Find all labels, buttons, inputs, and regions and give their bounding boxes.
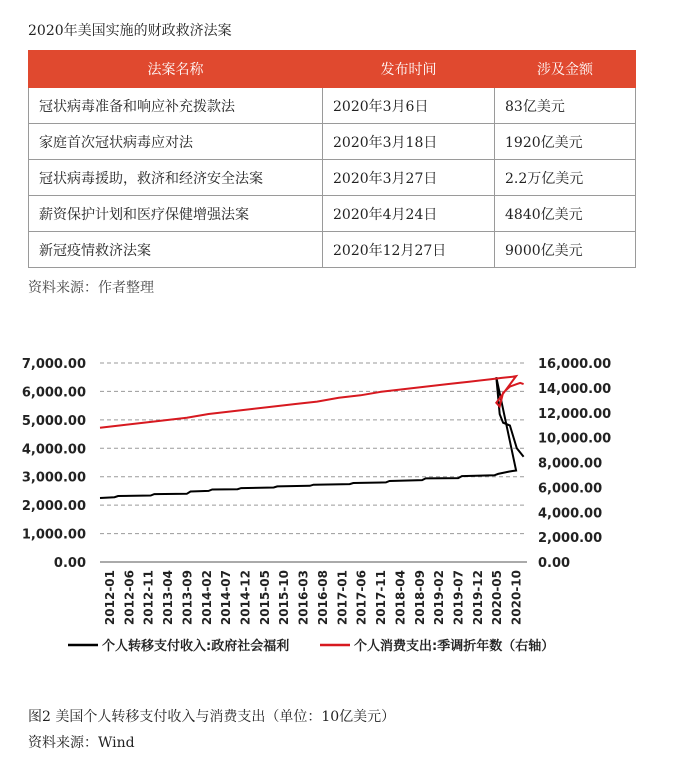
x-tick-label: 2020-05 (490, 570, 505, 626)
x-tick-label: 2017-01 (335, 570, 350, 626)
x-tick-label: 2013-04 (161, 570, 176, 626)
legend-label-consumption: 个人消费支出:季调折年数（右轴） (354, 639, 555, 654)
cell-date: 2020年3月6日 (323, 88, 495, 124)
x-tick-label: 2014-02 (199, 570, 214, 626)
header-amount: 涉及金额 (495, 51, 636, 88)
left-tick-label: 7,000.00 (21, 357, 86, 372)
x-tick-label: 2018-04 (393, 570, 408, 626)
x-tick-label: 2012-01 (103, 570, 117, 626)
x-tick-label: 2015-05 (257, 570, 272, 626)
left-tick-label: 5,000.00 (21, 413, 86, 429)
cell-amount: 9000亿美元 (495, 232, 636, 268)
right-tick-label: 16,000.00 (538, 357, 612, 372)
left-tick-label: 3,000.00 (21, 470, 86, 486)
right-tick-label: 12,000.00 (538, 406, 612, 422)
right-tick-label: 2,000.00 (538, 531, 603, 547)
cell-act-name: 家庭首次冠状病毒应对法 (29, 124, 323, 160)
transfer-consumption-chart (0, 340, 682, 670)
table-row (29, 160, 636, 196)
left-tick-label: 2,000.00 (21, 499, 86, 515)
x-tick-label: 2017-11 (374, 570, 389, 626)
figure-caption: 图2 美国个人转移支付收入与消费支出（单位：10亿美元） (28, 709, 396, 725)
cell-act-name: 冠状病毒准备和响应补充拨款法 (29, 88, 323, 124)
table-row (29, 88, 636, 124)
x-tick-label: 2012-06 (122, 570, 137, 626)
relief-acts-table (28, 50, 636, 268)
table-row (29, 196, 636, 232)
right-tick-label: 14,000.00 (538, 381, 612, 397)
cell-amount: 83亿美元 (495, 88, 636, 124)
right-tick-label: 0.00 (538, 556, 571, 571)
cell-amount: 2.2万亿美元 (495, 160, 636, 196)
table-header-row (29, 51, 636, 88)
right-tick-label: 4,000.00 (538, 506, 603, 522)
right-tick-label: 8,000.00 (538, 456, 603, 472)
left-tick-label: 0.00 (53, 556, 86, 571)
cell-act-name: 薪资保护计划和医疗保健增强法案 (29, 196, 323, 232)
cell-date: 2020年12月27日 (323, 232, 495, 268)
table-title: 2020年美国实施的财政救济法案 (28, 23, 232, 39)
figure-source: 资料来源：Wind (28, 735, 135, 751)
cell-date: 2020年3月18日 (323, 124, 495, 160)
left-tick-label: 6,000.00 (21, 385, 86, 401)
header-date: 发布时间 (323, 51, 495, 88)
x-tick-label: 2012-11 (141, 570, 156, 626)
table-source: 资料来源：作者整理 (28, 280, 154, 296)
x-tick-label: 2016-08 (315, 570, 330, 626)
right-tick-label: 6,000.00 (538, 481, 603, 497)
x-tick-label: 2019-07 (451, 570, 466, 626)
cell-date: 2020年4月24日 (323, 196, 495, 232)
x-tick-label: 2014-07 (219, 570, 234, 626)
cell-amount: 4840亿美元 (495, 196, 636, 232)
x-tick-label: 2014-12 (238, 570, 253, 626)
header-act-name: 法案名称 (29, 51, 323, 88)
right-tick-label: 10,000.00 (538, 431, 612, 447)
series-line-transfer (100, 377, 524, 498)
cell-act-name: 冠状病毒援助，救济和经济安全法案 (29, 160, 323, 196)
table-row (29, 232, 636, 268)
x-tick-label: 2015-10 (277, 570, 292, 626)
x-tick-label: 2013-09 (180, 570, 195, 626)
x-tick-label: 2019-02 (432, 570, 447, 626)
left-tick-label: 1,000.00 (21, 527, 86, 543)
x-tick-label: 2020-10 (509, 570, 524, 626)
x-tick-label: 2016-03 (296, 570, 311, 626)
legend-label-transfer: 个人转移支付收入:政府社会福利 (102, 639, 290, 654)
cell-date: 2020年3月27日 (323, 160, 495, 196)
x-tick-label: 2017-06 (354, 570, 369, 626)
x-tick-label: 2019-12 (470, 570, 485, 626)
cell-amount: 1920亿美元 (495, 124, 636, 160)
cell-act-name: 新冠疫情救济法案 (29, 232, 323, 268)
x-tick-label: 2018-09 (412, 570, 427, 626)
table-row (29, 124, 636, 160)
left-tick-label: 4,000.00 (21, 442, 86, 458)
